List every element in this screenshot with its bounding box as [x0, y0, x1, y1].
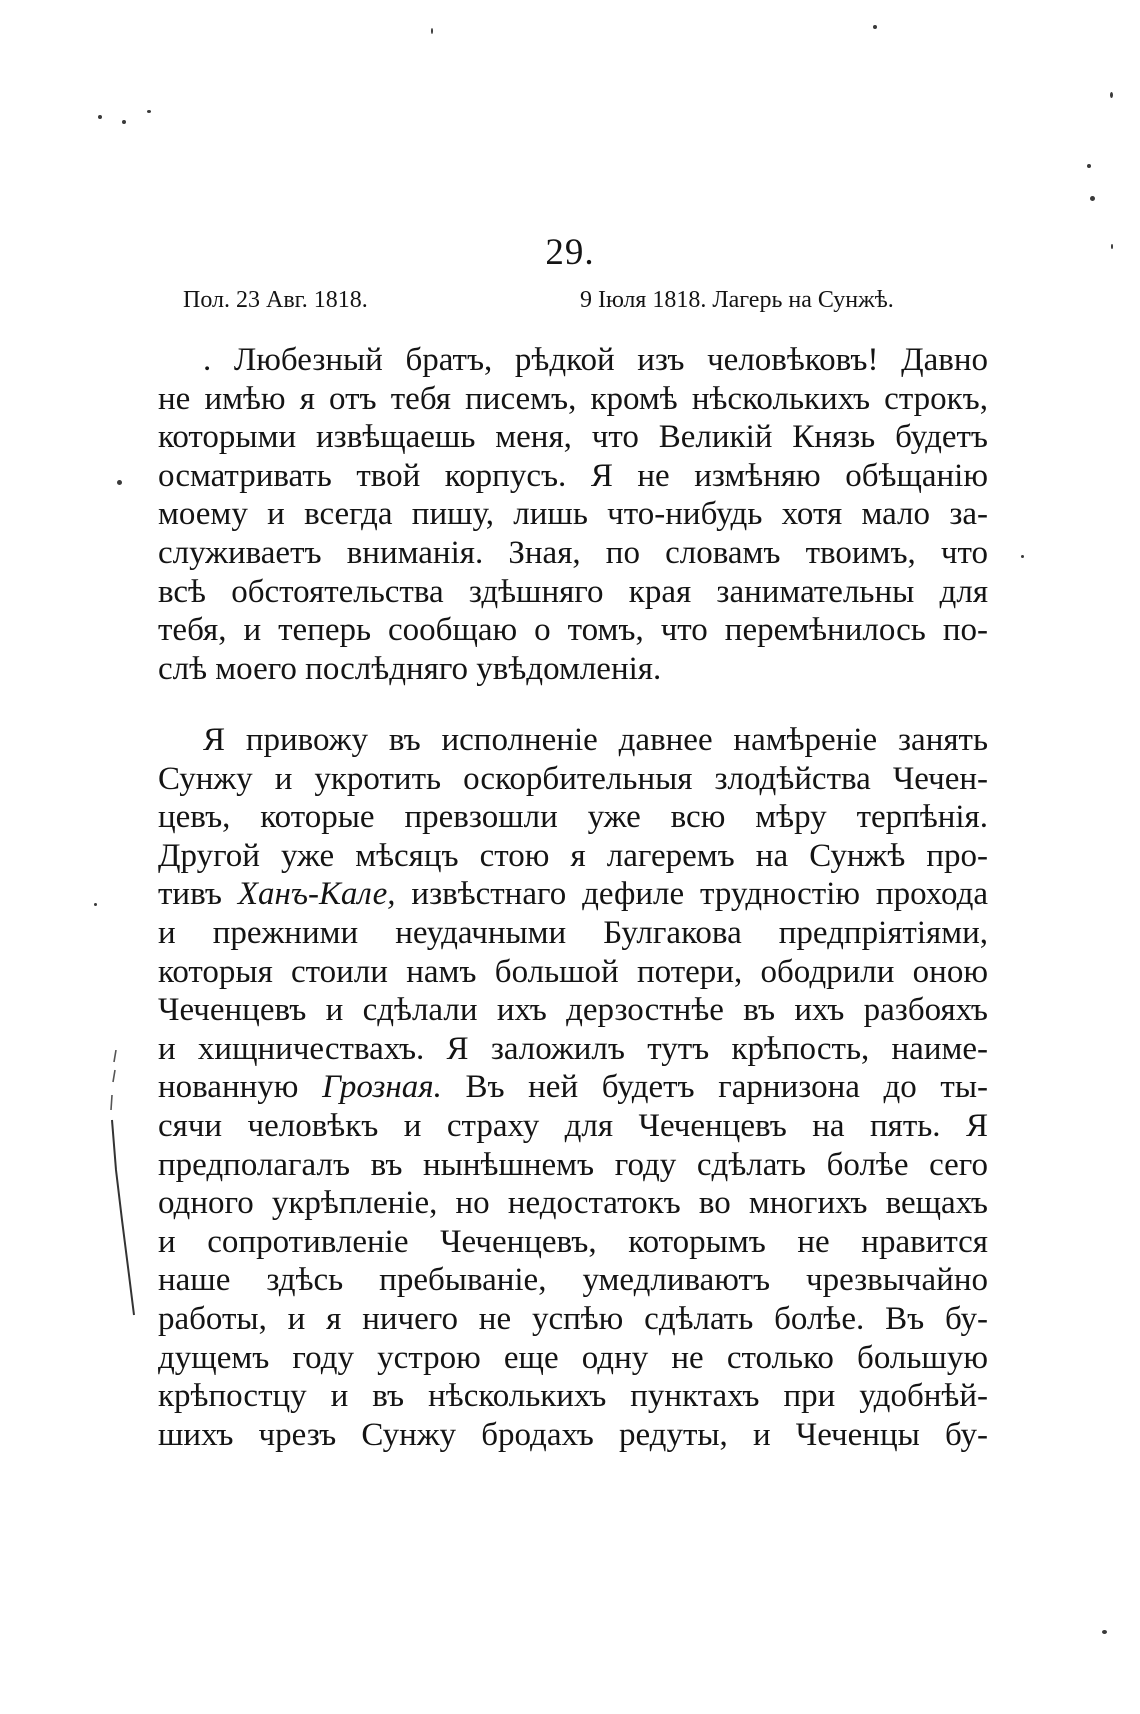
text-line: [158, 875, 988, 914]
text-span: тивъ: [158, 876, 222, 913]
paper-speck: [1111, 244, 1113, 249]
page-number: 29.: [545, 232, 595, 273]
text-line: предполагалъ въ нынѣшнемъ году сдѣлать болѣе сего: [158, 1146, 988, 1183]
paper-speck: [94, 903, 97, 906]
place-name-groznaya: Грозная.: [322, 1069, 442, 1106]
text-line: всѣ обстоятельства здѣшняго края занимательны для: [158, 573, 988, 610]
paper-speck: [147, 110, 151, 113]
text-line: наше здѣсь пребываніе, умедливаютъ чрезвычайно: [158, 1262, 988, 1299]
text-line: моему и всегда пишу, лишь что-нибудь хотя мало за-: [158, 496, 988, 533]
text-line: Я привожу въ исполненіе давнее намѣреніе занять: [203, 722, 988, 758]
text-line: дущемъ году устрою еще одну не столько большую: [158, 1339, 988, 1376]
margin-pencil-mark: [110, 1050, 140, 1330]
text-line: Другой уже мѣсяцъ стою я лагеремъ на Сунжѣ про-: [158, 837, 988, 874]
text-line: служиваетъ вниманія. Зная, по словамъ твоимъ, что: [158, 534, 988, 571]
paper-speck: [873, 25, 877, 29]
place-name-khan-kale: Ханъ-Кале,: [237, 876, 396, 913]
paper-speck: [98, 115, 102, 119]
text-line: цевъ, которые превзошли уже всю мѣру терпѣнія.: [158, 799, 988, 836]
paper-speck: [1087, 164, 1091, 168]
text-line: и хищничествахъ. Я заложилъ тутъ крѣпость, наиме-: [158, 1030, 988, 1067]
text-line: сячи человѣкъ и страху для Чеченцевъ на пять. Я: [158, 1107, 988, 1144]
text-line: одного укрѣпленіе, но недостатокъ во многихъ вещахъ: [158, 1185, 988, 1222]
text-line: которыя стоили намъ большой потери, ободрили оною: [158, 953, 988, 990]
text-line: не имѣю я отъ тебя писемъ, кромѣ нѣсколькихъ строкъ,: [158, 380, 988, 417]
paper-speck: [1102, 1630, 1107, 1634]
text-line: . Любезный братъ, рѣдкой изъ человѣковъ! Давно: [203, 342, 988, 378]
text-line: которыми извѣщаешь меня, что Великій Князь будетъ: [158, 419, 988, 456]
paper-speck: [1021, 555, 1024, 558]
received-date: Пол. 23 Авг. 1818.: [183, 287, 368, 313]
paper-speck: [1090, 196, 1095, 201]
text-span: извѣстнаго дефиле трудностію прохода: [411, 876, 988, 913]
paragraph-1: [158, 341, 988, 688]
paper-speck: [431, 28, 433, 34]
text-line: [158, 1068, 988, 1107]
text-line: и сопротивленіе Чеченцевъ, которымъ не нравится: [158, 1223, 988, 1260]
text-span: нованную: [158, 1069, 299, 1106]
text-line: крѣпостцу и въ нѣсколькихъ пунктахъ при удобнѣй-: [158, 1378, 988, 1415]
paper-speck: [1110, 92, 1113, 98]
text-line: работы, и я ничего не успѣю сдѣлать болѣе. Въ бу-: [158, 1300, 988, 1337]
paper-speck: [122, 120, 126, 124]
text-line: слѣ моего послѣдняго увѣдомленія.: [158, 650, 662, 687]
text-line: тебя, и теперь сообщаю о томъ, что перемѣнилось по-: [158, 612, 988, 649]
paragraph-2: [158, 721, 988, 1454]
text-line: Чеченцевъ и сдѣлали ихъ дерзостнѣе въ ихъ разбояхъ: [158, 992, 988, 1029]
text-line: осматривать твой корпусъ. Я не измѣняю обѣщанію: [158, 457, 988, 494]
text-line: Сунжу и укротить оскорбительныя злодѣйства Чечен-: [158, 760, 988, 797]
text-line: шихъ чрезъ Сунжу бродахъ редуты, и Чеченцы бу-: [158, 1416, 988, 1453]
text-line: и прежними неудачными Булгакова предпріятіями,: [158, 914, 988, 951]
letter-date-place: 9 Іюля 1818. Лагерь на Сунжѣ.: [580, 287, 894, 313]
paper-speck: [117, 480, 122, 485]
text-span: Въ ней будетъ гарнизона до ты-: [465, 1069, 988, 1106]
